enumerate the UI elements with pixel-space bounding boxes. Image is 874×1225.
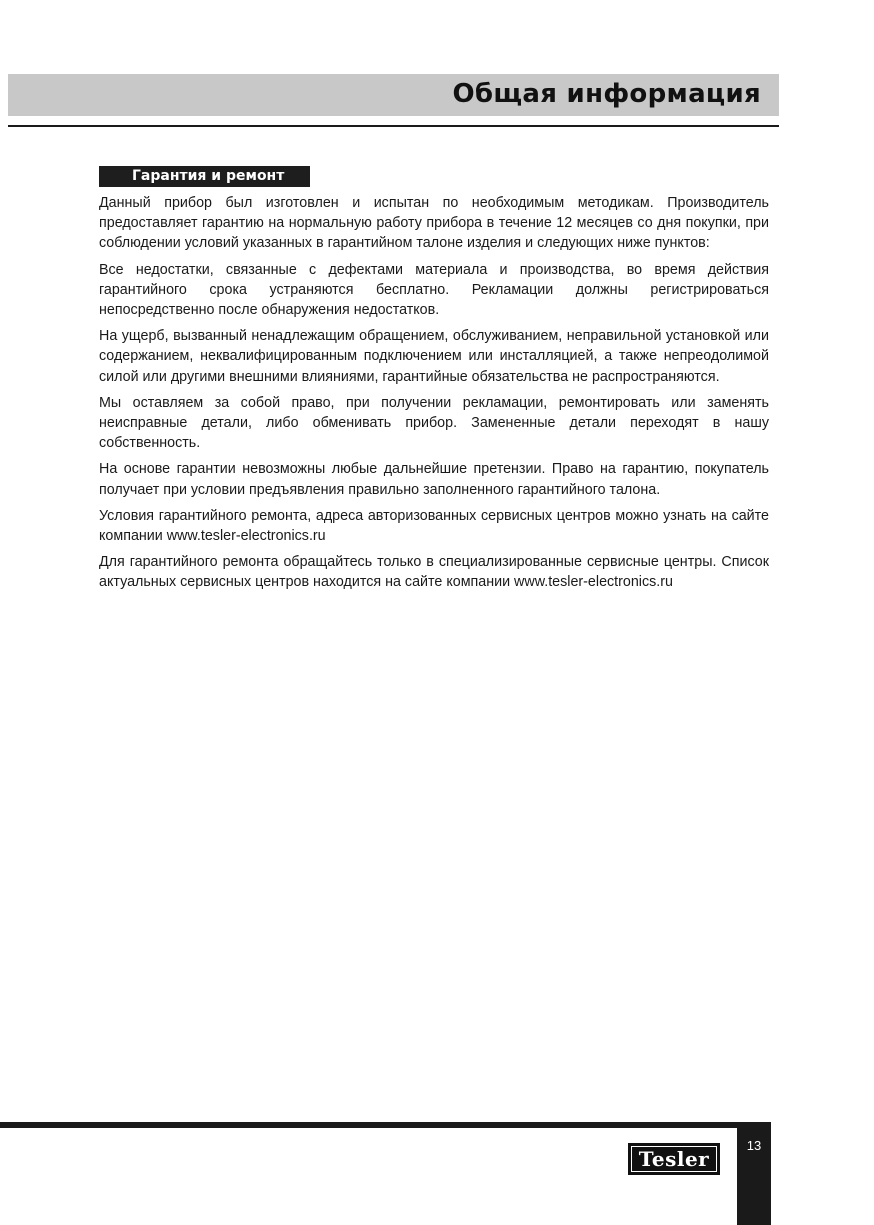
paragraph-service-info: Условия гарантийного ремонта, адреса авторизованных сервисных центров можно узнать на сайте компании www.tesler-electronics.ru <box>99 507 769 545</box>
header-band <box>8 74 779 116</box>
page-number: 13 <box>746 1138 762 1153</box>
paragraph-warranty-terms: Данный прибор был изготовлен и испытан по необходимым методикам. Производитель предоставляет гарантию на нормальную работу прибора в течение 12 месяцев со дня покупки, при соблюдении условий указанных в гарантийном талоне изделия и следующих ниже пунктов: <box>99 195 769 252</box>
body-text <box>99 193 769 599</box>
brand-logo: Tesler <box>628 1143 720 1175</box>
paragraph-service-centers: Для гарантийного ремонта обращайтесь только в специализированные сервисные центры. Список актуальных сервисных центров находится на сайте компании www.tesler-electronics.ru <box>99 554 769 591</box>
section-heading: Гарантия и ремонт <box>99 166 310 187</box>
header-divider <box>8 125 779 127</box>
paragraph-defects: Все недостатки, связанные с дефектами материала и производства, во время действия гарантийного срока устраняются бесплатно. Рекламации должны регистрироваться непосредственно после обнаружения недостатков. <box>99 261 769 319</box>
footer-divider <box>0 1122 737 1128</box>
paragraph-replacement: Мы оставляем за собой право, при получении рекламации, ремонтировать или заменять неисправные детали, либо обменивать прибор. Замененные детали переходят в нашу собственность. <box>99 394 769 452</box>
paragraph-claims: На основе гарантии невозможны любые дальнейшие претензии. Право на гарантию, покупатель получает при условии предъявления правильно заполненного гарантийного талона. <box>99 461 769 498</box>
paragraph-exclusions: На ущерб, вызванный ненадлежащим обращением, обслуживанием, неправильной установкой или содержанием, неквалифицированным подключением или инсталляцией, а также непреодолимой силой или другими внешними влияниями, гарантийные обязательства не распространяются. <box>99 328 769 385</box>
page-title: Общая информация <box>452 79 761 109</box>
